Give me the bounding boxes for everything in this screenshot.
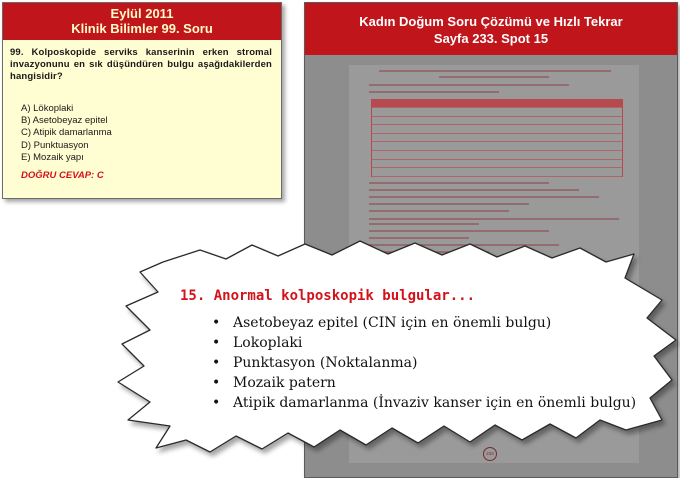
callout-list-item <box>212 333 636 353</box>
callout-item-text: Asetobeyaz epitel (CIN için en önemli bulgu) <box>233 315 552 331</box>
callout-title: 15. Anormal kolposkopik bulgular... <box>180 288 476 304</box>
correct-answer: DOĞRU CEVAP: C <box>21 170 104 181</box>
option-e: E) Mozaik yapı <box>21 151 84 163</box>
book-page-ref: Sayfa 233. Spot 15 <box>433 31 549 46</box>
bullet-icon: • <box>212 335 221 351</box>
callout-list-item <box>212 393 636 413</box>
book-page-number: 233 <box>483 447 497 461</box>
callout-list-item <box>212 313 636 333</box>
callout-list <box>212 313 636 413</box>
bullet-icon: • <box>212 395 221 411</box>
option-a: A) Lökoplaki <box>21 103 74 114</box>
callout-item-text: Lokoplaki <box>233 335 303 351</box>
bullet-icon: • <box>212 355 221 371</box>
callout-list-item <box>212 353 636 373</box>
callout-item-text: Mozaik patern <box>233 375 336 391</box>
bullet-icon: • <box>212 315 221 331</box>
bullet-icon: • <box>212 375 221 391</box>
book-title: Kadın Doğum Soru Çözümü ve Hızlı Tekrar <box>359 14 623 29</box>
callout-item-text: Punktasyon (Noktalanma) <box>233 355 418 371</box>
option-c: C) Atipik damarlanma <box>21 127 112 139</box>
exam-section: Klinik Bilimler 99. Soru <box>71 21 213 36</box>
option-d: D) Punktuasyon <box>21 139 89 151</box>
question-text: 99. Kolposkopide serviks kanserinin erken stromal invazyonunu en sık düşündüren bulgu aşağıdakilerden hangisidir? <box>10 47 272 82</box>
option-b: B) Asetobeyaz epitel <box>21 115 108 127</box>
exam-date: Eylül 2011 <box>110 6 174 21</box>
callout-list-item <box>212 373 636 393</box>
callout-item-text: Atipik damarlanma (İnvaziv kanser için en önemli bulgu) <box>233 395 637 411</box>
